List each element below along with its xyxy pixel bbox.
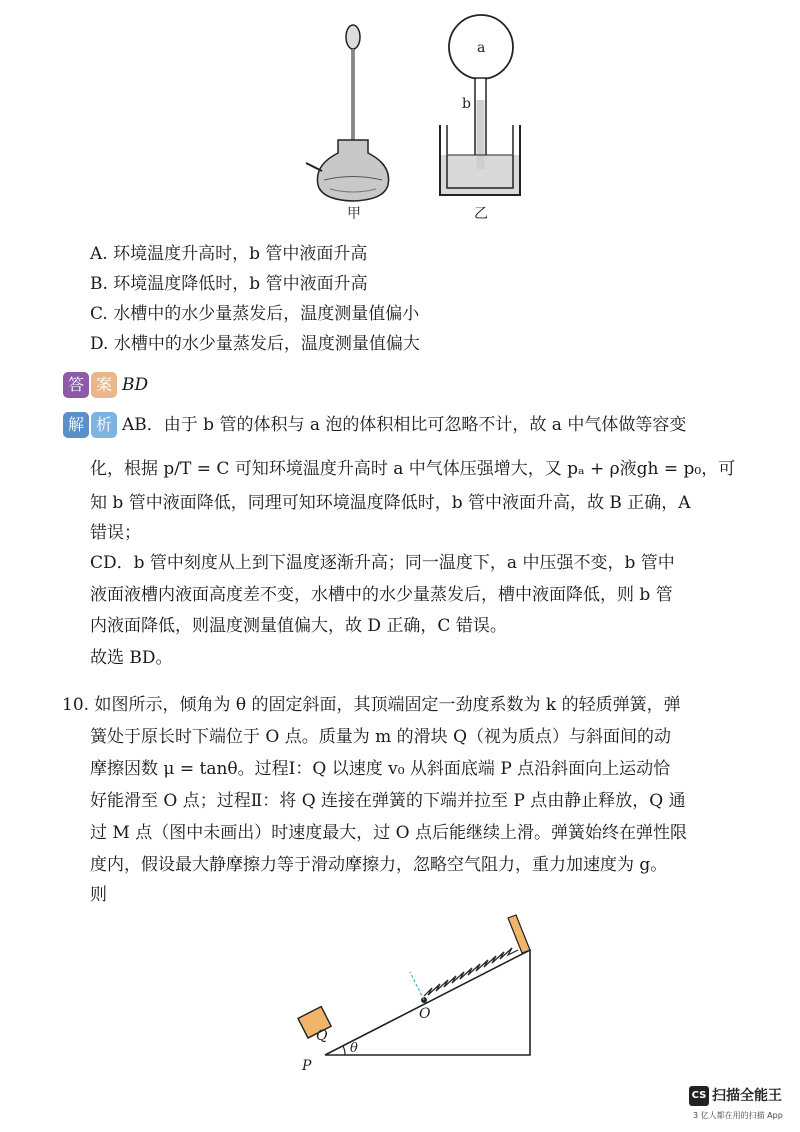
q10-line-5: 过 M 点（图中未画出）时速度最大，过 O 点后能继续上滑。弹簧始终在弹性限	[90, 823, 687, 843]
q10-line-1: 10. 如图所示，倾角为 θ 的固定斜面，其顶端固定一劲度系数为 k 的轻质弹簧，弹	[62, 695, 681, 715]
label-p: P	[302, 1058, 312, 1074]
option-c: C. 水槽中的水少量蒸发后，温度测量值偏小	[90, 304, 420, 324]
label-theta: θ	[350, 1041, 358, 1056]
answer-badge-1: 答	[63, 372, 89, 398]
label-o: O	[419, 1006, 431, 1022]
analysis-line-3: 知 b 管中液面降低，同理可知环境温度降低时，b 管中液面升高，故 B 正确，A	[90, 493, 691, 513]
incline-surface	[325, 950, 530, 1055]
label-q: Q	[316, 1028, 328, 1044]
incline-figure	[290, 910, 550, 1075]
flask-apparatus	[306, 25, 389, 201]
option-b: B. 环境温度降低时，b 管中液面升高	[90, 274, 368, 294]
camscanner-logo: CS	[689, 1086, 709, 1106]
analysis-line-7: 内液面降低，则温度测量值偏大，故 D 正确，C 错误。	[90, 616, 507, 636]
label-yi: 乙	[474, 206, 488, 222]
option-d: D. 水槽中的水少量蒸发后，温度测量值偏大	[90, 334, 420, 354]
camscanner-name: 扫描全能王	[712, 1088, 782, 1104]
analysis-badge-2: 析	[91, 412, 117, 438]
analysis-line-8: 故选 BD。	[90, 648, 173, 668]
analysis-line-1: AB．由于 b 管的体积与 a 泡的体积相比可忽略不计，故 a 中气体做等容变	[122, 415, 687, 435]
answer-badge-2: 案	[91, 372, 117, 398]
q10-line-4: 好能滑至 O 点；过程Ⅱ：将 Q 连接在弹簧的下端并拉至 P 点由静止释放，Q 通	[90, 791, 686, 811]
q10-line-3: 摩擦因数 μ = tanθ。过程Ⅰ：Q 以速度 v₀ 从斜面底端 P 点沿斜面向上运动恰	[90, 759, 671, 779]
label-jia: 甲	[347, 206, 361, 222]
camscanner-tagline: 3 亿人都在用的扫描 App	[693, 1111, 783, 1120]
label-a: a	[477, 40, 486, 56]
option-a: A. 环境温度升高时，b 管中液面升高	[90, 244, 368, 264]
normal-dashed-line	[410, 972, 424, 1000]
label-b: b	[462, 96, 471, 112]
q10-line-6: 度内，假设最大静摩擦力等于滑动摩擦力，忽略空气阻力，重力加速度为 g。	[90, 855, 668, 875]
analysis-badge-1: 解	[63, 412, 89, 438]
analysis-line-6: 液面液槽内液面高度差不变，水槽中的水少量蒸发后，槽中液面降低，则 b 管	[90, 585, 673, 605]
spring	[424, 948, 518, 996]
analysis-line-2: 化，根据 p/T = C 可知环境温度升高时 a 中气体压强增大，又 pₐ + ρ液gh = p₀，可	[90, 459, 736, 479]
spring-support	[508, 915, 530, 953]
answer-value: BD	[122, 375, 149, 395]
angle-arc	[343, 1046, 345, 1055]
analysis-line-4: 错误；	[90, 523, 141, 543]
q10-line-2: 簧处于原长时下端位于 O 点。质量为 m 的滑块 Q（视为质点）与斜面间的动	[90, 727, 672, 747]
thermometer-figure	[300, 5, 560, 225]
analysis-line-5: CD．b 管中刻度从上到下温度逐渐升高；同一温度下，a 中压强不变，b 管中	[90, 553, 675, 573]
q10-line-7: 则	[90, 885, 107, 905]
